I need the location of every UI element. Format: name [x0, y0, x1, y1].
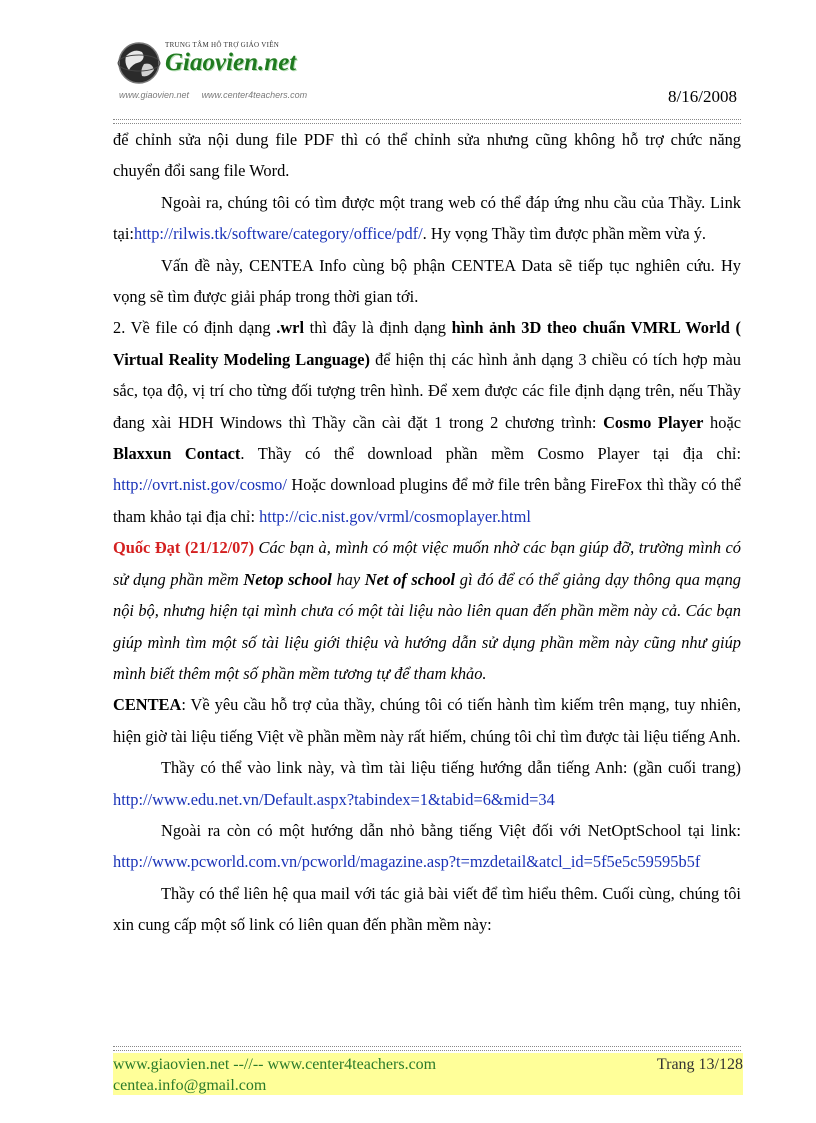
text: : Về yêu cầu hỗ trợ của thầy, chúng tôi có tiến hành tìm kiếm trên mạng, tuy nhiên, hiện giờ tài liệu tiếng Việt về phần mềm này rất hiếm, chúng tôi chỉ tìm được tài liệu tiếng Anh.	[113, 695, 741, 746]
logo-brand-name: Giaovien.net	[165, 49, 297, 76]
page-footer	[113, 1053, 743, 1095]
logo-tagline: TRUNG TÂM HỖ TRỢ GIÁO VIÊN	[165, 41, 280, 49]
text: . Hy vọng Thầy tìm được phần mềm vừa ý.	[422, 224, 707, 244]
paragraph-centea-answer	[113, 689, 741, 752]
text-netop-school: Netop school	[243, 569, 332, 589]
link-cosmo-nist[interactable]: http://ovrt.nist.gov/cosmo/	[113, 475, 287, 495]
paragraph-web-link	[113, 187, 741, 250]
text-vrml-bold: hình ảnh 3D theo chuẩn VMRL World ( Virtual Reality Modeling Language)	[113, 318, 741, 369]
link-cosmoplayer-nist[interactable]: http://cic.nist.gov/vrml/cosmoplayer.html	[259, 506, 531, 526]
text: Ngoài ra còn có một hướng dẫn nhỏ bằng tiếng Việt đối với NetOptSchool tại link:	[161, 820, 741, 840]
page-number: Trang 13/128	[656, 1056, 743, 1073]
text: 2. Về file có định dạng	[113, 318, 277, 338]
paragraph-contact-author: Thầy có thể liên hệ qua mail với tác giả bài viết để tìm hiểu thêm. Cuối cùng, chúng tôi xin cung cấp một số link có liên quan đến phần mềm này:	[113, 883, 741, 935]
link-pcworld[interactable]: http://www.pcworld.com.vn/pcworld/magazine.asp?t=mzdetail&atcl_id=5f5e5c59595b5f	[113, 852, 701, 872]
paragraph-centea-research: Vấn đề này, CENTEA Info cùng bộ phận CENTEA Data sẽ tiếp tục nghiên cứu. Hy vọng sẽ tìm được giải pháp trong thời gian tới.	[113, 255, 741, 307]
footer-websites[interactable]: www.giaovien.net --//-- www.center4teachers.com	[113, 1056, 437, 1073]
document-body	[113, 124, 741, 941]
link-rilwis[interactable]: http://rilwis.tk/software/category/office/pdf/	[133, 224, 423, 244]
paragraph-wrl-format	[113, 312, 741, 532]
text: để hiện thị các hình ảnh dạng 3 chiều có tích hợp màu sắc, tọa độ, vị trí cho từng đối tượng trên hình. Để xem được các file định dạng trên, nếu Thầy đang xài HDH Windows thì Thầy cần cài đặt 1 trong 2 chương trình:	[113, 349, 741, 432]
paragraph-pdf-editing: để chỉnh sửa nội dung file PDF thì có thể chỉnh sửa nhưng cũng không hỗ trợ chức năng chuyển đổi sang file Word.	[113, 130, 741, 181]
text: Các bạn à, mình có một việc muốn nhờ các bạn giúp đỡ, trường mình có sử dụng phần mềm	[113, 538, 741, 589]
site-logo[interactable]	[113, 36, 353, 102]
text-net-of-school: Net of school	[364, 569, 456, 589]
question-author: Quốc Đạt (21/12/07)	[113, 538, 255, 558]
link-edu-net[interactable]: http://www.edu.net.vn/Default.aspx?tabindex=1&tabid=6&mid=34	[113, 789, 555, 809]
footer-email[interactable]: centea.info@gmail.com	[113, 1077, 267, 1094]
logo-urls	[119, 90, 307, 100]
text-blaxxun-contact: Blaxxun Contact	[113, 444, 241, 464]
text: thì đây là định dạng	[304, 318, 452, 338]
text: . Thầy có thể download phần mềm Cosmo Player tại địa chỉ:	[240, 444, 741, 464]
text: Hoặc download plugins để mở file trên bằng FireFox thì thầy có thể tham khảo tại địa chỉ:	[113, 475, 741, 526]
paragraph-edu-link	[113, 752, 741, 815]
text: gì đó để có thể giảng dạy thông qua mạng nội bộ, nhưng hiện tại mình chưa có một tài liệu nào liên quan đến phần mềm này cả. Các bạn giúp mình tìm một số tài liệu giới thiệu và hướng dẫn sử dụng phần mềm này cũng như giúp mình biết thêm một số phần mềm tương tự để tham khảo.	[113, 569, 741, 683]
centea-label: CENTEA	[113, 695, 182, 715]
logo-url-giaovien[interactable]: www.giaovien.net	[119, 90, 190, 100]
header-date: 8/16/2008	[668, 87, 737, 106]
text: Thầy có thể vào link này, và tìm tài liệu tiếng hướng dẫn tiếng Anh: (gần cuối trang)	[161, 758, 741, 778]
text: hoặc	[703, 412, 741, 432]
paragraph-question	[113, 532, 741, 689]
text-wrl: .wrl	[276, 318, 305, 338]
globe-icon	[116, 40, 162, 86]
text: hay	[331, 569, 365, 589]
logo-url-center4teachers[interactable]: www.center4teachers.com	[201, 90, 308, 100]
paragraph-pcworld-link	[113, 815, 741, 878]
footer-divider	[113, 1046, 741, 1051]
text-cosmo-player: Cosmo Player	[603, 412, 704, 432]
text: Ngoài ra, chúng tôi có tìm được một trang web có thể đáp ứng nhu cầu của Thầy. Link tại:	[113, 192, 741, 244]
page-header	[113, 36, 743, 110]
